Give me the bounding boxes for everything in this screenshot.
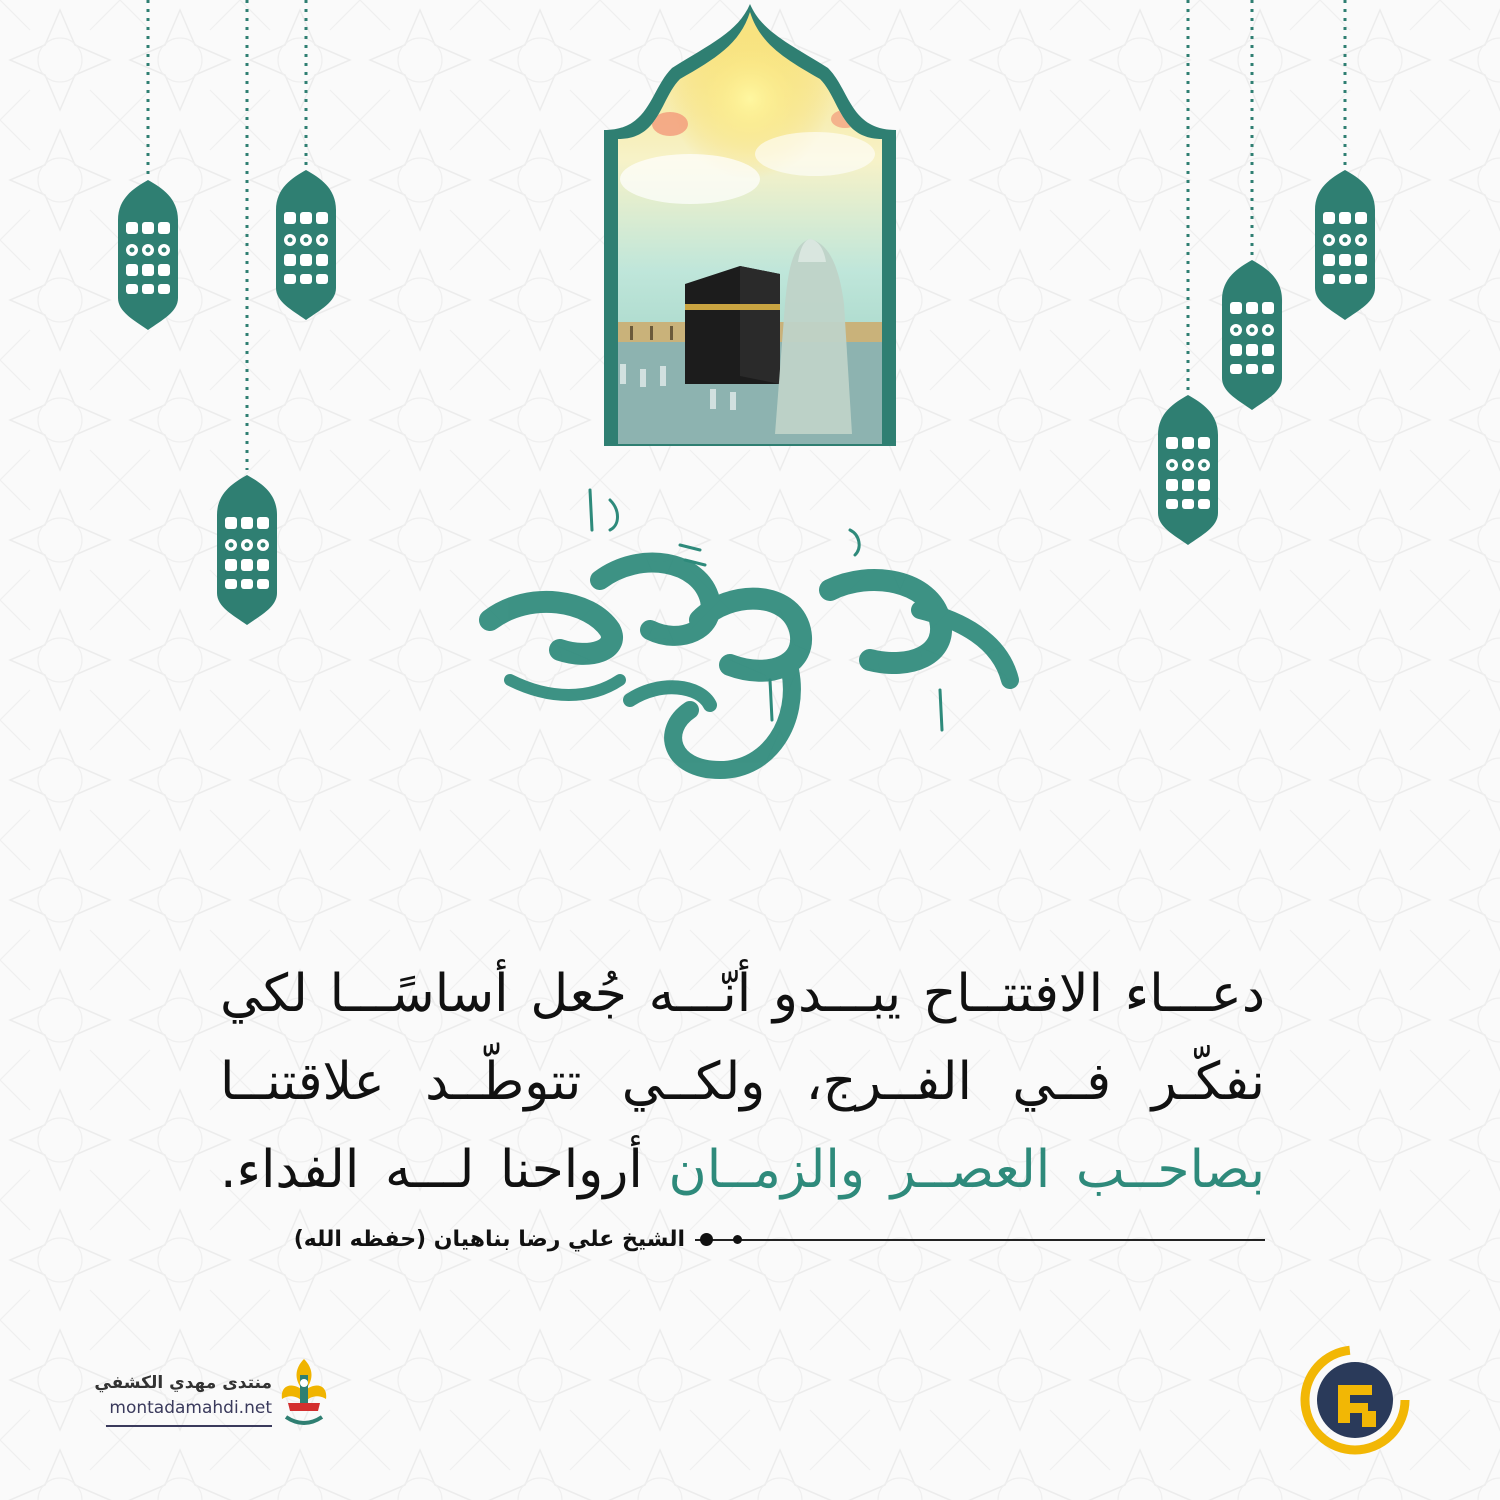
attribution-dot-large <box>700 1233 713 1246</box>
attribution-name: الشيخ علي رضا بناهيان (حفظه الله) <box>293 1227 685 1252</box>
attribution <box>255 1220 1265 1260</box>
org-logo-block <box>94 1355 330 1435</box>
org-name: منتدى مهدي الكشفي <box>94 1373 272 1393</box>
quote-highlight: بصاحــب العصــر والزمــان <box>668 1140 1265 1200</box>
quote-line-2: نفكّـر فــي الفــرج، ولكــي تتوطّــد علاقتنــا <box>220 1052 1265 1112</box>
quote-text <box>220 950 1265 1214</box>
campaign-logo-icon <box>1300 1345 1410 1455</box>
attribution-dot-small <box>733 1235 742 1244</box>
quote-line-3-rest: أرواحنا لـــه الفداء. <box>220 1140 643 1200</box>
quote-line-3 <box>220 1126 1265 1214</box>
calligraphy-title-art <box>470 470 1030 790</box>
org-url-underline <box>106 1425 272 1427</box>
org-url: montadamahdi.net <box>109 1398 272 1418</box>
attribution-rule <box>695 1239 1265 1241</box>
scout-fleur-de-lis-icon <box>278 1355 330 1435</box>
quote-line-1: دعـــاء الافتتــاح يبـــدو أنّـــه جُعل أساسًـــا لكي <box>220 964 1265 1024</box>
kaaba-window-illustration <box>600 4 900 450</box>
